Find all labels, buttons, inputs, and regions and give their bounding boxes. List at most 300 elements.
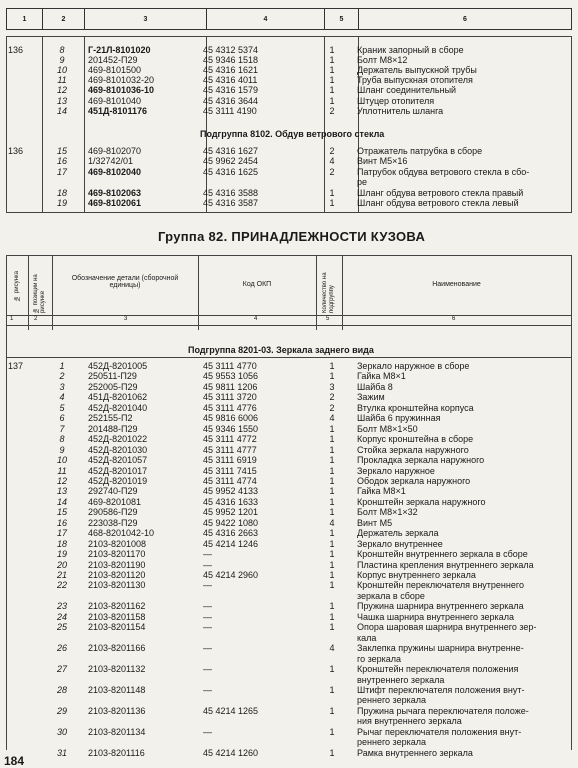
part-designation: 250511-П29 <box>88 371 137 382</box>
figure-number <box>8 539 42 549</box>
part-name: Винт М5 <box>357 517 393 528</box>
position-number: 19 <box>56 198 67 208</box>
header-num-1: 1 <box>10 316 14 322</box>
header-num-3: 3 <box>124 316 128 322</box>
part-designation: 451Д-8101176 <box>88 105 147 116</box>
position-number: 19 <box>56 549 67 560</box>
part-designation: 468-8201042-10 <box>88 528 155 539</box>
figure-number <box>8 434 42 444</box>
part-name: Зеркало наружное <box>357 465 435 476</box>
top-column-header <box>6 8 572 30</box>
figure-number <box>8 601 42 611</box>
okp-code: 45 4316 1633 <box>203 496 259 507</box>
figure-number <box>8 382 42 392</box>
figure-number: 136 <box>8 146 24 156</box>
quantity: 1 <box>329 75 335 86</box>
part-name: Опора шаровая шарнира внутреннего зер- <box>357 622 537 633</box>
figure-number <box>8 580 42 590</box>
figure-number <box>8 445 42 455</box>
okp-code <box>203 633 313 643</box>
part-name: Болт М8×1×32 <box>357 507 418 518</box>
quantity: 1 <box>329 95 335 106</box>
quantity <box>318 654 346 664</box>
part-designation: 452Д-8201005 <box>88 361 148 371</box>
okp-code: 45 4214 1260 <box>203 747 259 758</box>
position-number: 13 <box>56 95 67 106</box>
part-name: Пружина рычага переключателя положе- <box>357 705 529 716</box>
okp-code: — <box>203 664 212 675</box>
second-column-header <box>6 255 572 330</box>
part-designation: 2103-8201162 <box>88 601 146 612</box>
position-number: 26 <box>56 643 67 654</box>
okp-code: — <box>203 611 212 622</box>
okp-code: — <box>203 549 212 560</box>
part-designation: 452Д-8201030 <box>88 444 148 455</box>
part-name: Корпус кронштейна в сборе <box>357 434 474 445</box>
okp-code: 45 9952 4133 <box>203 486 259 497</box>
subgroup-heading-8201: Подгруппа 8201-03. Зеркала заднего вида <box>188 345 374 355</box>
header-num-2: 2 <box>34 316 38 322</box>
quantity: 1 <box>329 85 335 96</box>
quantity: 2 <box>329 166 335 177</box>
quantity: 1 <box>329 570 335 580</box>
position-number: 12 <box>56 475 67 486</box>
figure-number <box>8 612 42 622</box>
quantity <box>318 716 346 726</box>
position-number: 17 <box>56 528 67 539</box>
part-designation: 2103-8201132 <box>88 664 146 675</box>
okp-code: 45 4316 3587 <box>203 198 259 208</box>
okp-code: 45 3111 4772 <box>203 434 257 445</box>
part-name: Кронштейн переключателя внутреннего <box>357 580 524 591</box>
part-designation: 469-8101032-20 <box>88 75 155 86</box>
header-name: Наименование <box>432 281 481 288</box>
figure-number <box>8 591 42 601</box>
part-designation: 2103-8201120 <box>88 570 146 580</box>
part-name: Гайка М8×1 <box>357 486 406 497</box>
position-number <box>44 177 80 187</box>
quantity: 1 <box>329 549 335 560</box>
figure-number <box>8 716 42 726</box>
okp-code: 45 9553 1056 <box>203 371 259 382</box>
okp-code: 45 4214 1246 <box>203 538 259 549</box>
part-designation: 223038-П29 <box>88 517 138 528</box>
position-number: 9 <box>59 444 65 455</box>
quantity: 1 <box>329 507 335 518</box>
okp-code: 45 4312 5374 <box>203 45 259 55</box>
okp-code: 45 4316 3588 <box>203 187 259 198</box>
quantity: 1 <box>329 55 335 66</box>
quantity: 2 <box>329 392 335 403</box>
figure-number: 137 <box>8 361 24 371</box>
position-number: 7 <box>59 423 65 434</box>
quantity: 4 <box>329 413 335 424</box>
position-number: 25 <box>56 622 67 633</box>
position-number: 12 <box>56 85 67 96</box>
quantity: 1 <box>329 559 335 570</box>
part-name: реннего зеркала <box>357 695 426 706</box>
okp-code: 45 4316 3644 <box>203 95 259 106</box>
part-designation: 1/32742/01 <box>88 156 134 167</box>
part-designation: 2103-8201190 <box>88 559 146 570</box>
okp-code: 45 4316 4011 <box>203 75 258 86</box>
part-designation: 2103-8201148 <box>88 684 146 695</box>
quantity: 1 <box>329 705 335 716</box>
okp-code <box>203 695 313 705</box>
position-number: 3 <box>59 381 65 392</box>
quantity <box>318 695 346 705</box>
quantity: 1 <box>329 423 335 434</box>
part-name: Кронштейн переключателя положения <box>357 664 519 675</box>
figure-number <box>8 106 42 116</box>
part-designation: 452Д-8201017 <box>88 465 148 476</box>
figure-number <box>8 156 42 166</box>
part-name: Пружина шарнира внутреннего зеркала <box>357 601 524 612</box>
header-okp-code: Код ОКП <box>242 281 272 288</box>
quantity: 1 <box>329 601 335 612</box>
quantity <box>318 633 346 643</box>
position-number: 15 <box>56 146 67 156</box>
quantity: 1 <box>329 187 335 198</box>
quantity <box>318 177 346 187</box>
figure-number <box>8 664 42 674</box>
position-number: 10 <box>56 455 67 466</box>
col-header-1: 1 <box>7 9 43 30</box>
okp-code: — <box>203 559 212 570</box>
part-name: Втулка кронштейна корпуса <box>357 402 474 413</box>
figure-number <box>8 198 42 208</box>
quantity: 1 <box>329 465 335 476</box>
position-number: 2 <box>59 371 65 382</box>
figure-number <box>8 549 42 559</box>
okp-code: 45 4316 1625 <box>203 166 259 177</box>
quantity <box>318 675 346 685</box>
okp-code <box>203 716 313 726</box>
okp-code: 45 3111 4777 <box>203 444 257 455</box>
figure-number <box>8 392 42 402</box>
position-number: 5 <box>59 402 65 413</box>
part-designation: 469-8102063 <box>88 187 142 198</box>
part-designation: 469-8101040 <box>88 95 142 106</box>
okp-code: 45 4316 1579 <box>203 85 259 96</box>
part-designation: 2103-8201170 <box>88 549 146 560</box>
okp-code: — <box>203 580 212 591</box>
quantity: 2 <box>329 402 335 413</box>
part-name: Штифт переключателя положения внут- <box>357 684 525 695</box>
position-number: 14 <box>56 496 67 507</box>
figure-number <box>8 371 42 381</box>
position-number: 31 <box>56 747 67 758</box>
part-name: Шланг обдува ветрового стекла правый <box>357 187 524 198</box>
quantity: 1 <box>329 747 335 758</box>
group-title: Группа 82. ПРИНАДЛЕЖНОСТИ КУЗОВА <box>158 229 426 244</box>
part-name: го зеркала <box>357 653 402 664</box>
okp-code: 45 4316 2663 <box>203 528 259 539</box>
figure-number <box>8 528 42 538</box>
part-name: Заклепка пружины шарнира внутренне- <box>357 643 524 654</box>
okp-code <box>203 675 313 685</box>
part-name: Шайба 6 пружинная <box>357 413 441 424</box>
okp-code: — <box>203 622 212 633</box>
part-designation: 252005-П29 <box>88 381 138 392</box>
part-designation: 452Д-8201022 <box>88 434 148 445</box>
subgroup-heading-8102: Подгруппа 8102. Обдув ветрового стекла <box>200 129 385 139</box>
part-name: Ободок зеркала наружного <box>357 475 471 486</box>
quantity <box>318 591 346 601</box>
quantity: 1 <box>329 371 335 382</box>
part-name: Корпус внутреннего зеркала <box>357 570 476 580</box>
okp-code: 45 4316 1627 <box>203 146 259 156</box>
figure-number <box>8 486 42 496</box>
position-number: 24 <box>56 611 67 622</box>
col-header-5: 5 <box>325 9 359 30</box>
quantity: 1 <box>329 198 335 208</box>
part-name: Шланг обдува ветрового стекла левый <box>357 198 519 208</box>
header-num-5: 5 <box>326 316 330 322</box>
header-num-4: 4 <box>254 316 258 322</box>
part-name: ре <box>357 177 368 188</box>
quantity: 1 <box>329 726 335 737</box>
okp-code: 45 3111 3720 <box>203 392 257 403</box>
figure-number <box>8 695 42 705</box>
figure-number <box>8 570 42 580</box>
figure-number <box>8 518 42 528</box>
position-number: 9 <box>59 55 65 66</box>
part-designation <box>88 716 208 726</box>
position-number: 28 <box>56 684 67 695</box>
part-designation: 2103-8201154 <box>88 622 146 633</box>
figure-number <box>8 675 42 685</box>
figure-number: 136 <box>8 45 24 55</box>
position-number: 18 <box>56 538 67 549</box>
part-name: Патрубок обдува ветрового стекла в сбо- <box>357 166 530 177</box>
position-number: 21 <box>56 570 67 580</box>
part-name: кала <box>357 632 377 643</box>
position-number: 16 <box>56 517 67 528</box>
part-designation: 469-8101500 <box>88 65 142 76</box>
header-part-designation: Обозначение детали (сборочной единицы) <box>71 275 179 289</box>
position-number <box>44 675 80 685</box>
divider <box>6 357 572 358</box>
okp-code: 45 3111 4190 <box>203 105 257 116</box>
position-number <box>44 633 80 643</box>
part-name: Пластина крепления внутреннего зеркала <box>357 559 534 570</box>
quantity: 2 <box>329 146 335 156</box>
part-name: Шайба 8 <box>357 381 393 392</box>
okp-code <box>203 737 313 747</box>
header-figure-number: № рисунка <box>13 271 20 301</box>
position-number: 4 <box>59 392 65 403</box>
part-name: Кронштейн зеркала наружного <box>357 496 486 507</box>
quantity: 1 <box>329 611 335 622</box>
figure-number <box>8 167 42 177</box>
position-number: 11 <box>57 75 67 86</box>
figure-number <box>8 75 42 85</box>
figure-number <box>8 685 42 695</box>
part-name: Рамка внутреннего зеркала <box>357 747 473 758</box>
quantity: 1 <box>329 434 335 445</box>
quantity: 1 <box>329 528 335 539</box>
figure-number <box>8 654 42 664</box>
header-quantity: Количество на подгруппу <box>322 272 335 313</box>
figure-number <box>8 177 42 187</box>
okp-code: 45 9422 1080 <box>203 517 259 528</box>
quantity: 1 <box>329 486 335 497</box>
okp-code: 45 4214 2960 <box>203 570 259 580</box>
quantity: 1 <box>329 444 335 455</box>
part-name: Прокладка зеркала наружного <box>357 455 485 466</box>
part-name: Стойка зеркала наружного <box>357 444 469 455</box>
part-name: Штуцер отопителя <box>357 95 435 106</box>
position-number <box>44 716 80 726</box>
figure-number <box>8 55 42 65</box>
divider <box>6 36 572 37</box>
part-designation <box>88 654 208 664</box>
quantity: 1 <box>329 664 335 675</box>
figure-number <box>8 476 42 486</box>
okp-code: 45 4316 1621 <box>203 65 259 76</box>
part-designation: 2103-8201130 <box>88 580 146 591</box>
position-number: 14 <box>56 105 67 116</box>
position-number: 18 <box>56 187 67 198</box>
part-designation: 469-8102070 <box>88 146 142 156</box>
part-designation <box>88 737 208 747</box>
col-header-2: 2 <box>43 9 85 30</box>
position-number <box>44 737 80 747</box>
part-name: Кронштейн внутреннего зеркала в сборе <box>357 549 528 560</box>
part-name: Уплотнитель шланга <box>357 105 444 116</box>
figure-number <box>8 706 42 716</box>
part-designation: 452Д-8201040 <box>88 402 148 413</box>
part-name: Зеркало внутреннее <box>357 538 443 549</box>
okp-code: 45 9952 1201 <box>203 507 259 518</box>
part-designation: 469-8102061 <box>88 198 142 208</box>
part-name: Держатель зеркала <box>357 528 439 539</box>
part-designation: 451Д-8201062 <box>88 392 148 403</box>
position-number <box>44 654 80 664</box>
position-number: 16 <box>56 156 67 167</box>
part-name: Держатель выпускной трубы <box>357 65 477 76</box>
page-number: 184 <box>4 754 25 768</box>
part-name: Зажим <box>357 392 385 403</box>
part-designation: 2103-8201136 <box>88 705 146 716</box>
okp-code: — <box>203 601 212 612</box>
quantity: 1 <box>329 580 335 591</box>
quantity <box>318 737 346 747</box>
position-number: 1 <box>59 361 65 371</box>
quantity: 1 <box>329 475 335 486</box>
quantity: 1 <box>329 496 335 507</box>
part-name: Труба выпускная отопителя <box>357 75 473 86</box>
quantity: 1 <box>329 684 335 695</box>
part-name: реннего зеркала <box>357 737 426 748</box>
col-header-4: 4 <box>207 9 325 30</box>
quantity: 1 <box>329 538 335 549</box>
part-designation: 469-8102040 <box>88 166 142 177</box>
figure-number <box>8 497 42 507</box>
part-designation <box>88 177 208 187</box>
figure-number <box>8 633 42 643</box>
position-number: 22 <box>56 580 67 591</box>
okp-code: — <box>203 643 212 654</box>
quantity: 1 <box>329 622 335 633</box>
position-number: 8 <box>59 45 65 55</box>
okp-code <box>203 177 313 187</box>
quantity: 1 <box>329 65 335 76</box>
position-number: 27 <box>56 664 67 675</box>
okp-code: 45 9962 2454 <box>203 156 259 167</box>
part-name: Винт М5×16 <box>357 156 408 167</box>
quantity: 4 <box>329 156 335 167</box>
position-number: 11 <box>57 465 67 476</box>
position-number: 29 <box>56 705 67 716</box>
figure-number <box>8 65 42 75</box>
figure-number <box>8 85 42 95</box>
quantity: 3 <box>329 381 335 392</box>
part-designation: 292740-П29 <box>88 486 138 497</box>
part-designation: 2103-8201008 <box>88 538 147 549</box>
quantity: 1 <box>329 361 335 371</box>
okp-code: 45 3111 4770 <box>203 361 257 371</box>
position-number: 6 <box>59 413 65 424</box>
figure-number <box>8 643 42 653</box>
part-name: Болт М8×12 <box>357 55 408 66</box>
header-position-number: № позиции на рисунке <box>33 274 46 313</box>
position-number: 17 <box>56 166 67 177</box>
figure-number <box>8 96 42 106</box>
part-name: Шланг соединительный <box>357 85 457 96</box>
position-number: 13 <box>56 486 67 497</box>
part-designation: 452Д-8201057 <box>88 455 148 466</box>
part-name: внутреннего зеркала <box>357 674 445 685</box>
quantity: 1 <box>329 45 335 55</box>
part-name: Рычаг переключателя положения внут- <box>357 726 522 737</box>
col-header-6: 6 <box>359 9 572 30</box>
part-designation: 201488-П29 <box>88 423 138 434</box>
quantity: 4 <box>329 643 335 654</box>
figure-number <box>8 560 42 570</box>
part-designation: 252155-П2 <box>88 413 133 424</box>
part-name: Отражатель патрубка в сборе <box>357 146 483 156</box>
figure-number <box>8 188 42 198</box>
position-number <box>44 695 80 705</box>
okp-code <box>203 654 313 664</box>
part-designation: 2103-8201134 <box>88 726 146 737</box>
figure-number <box>8 403 42 413</box>
position-number: 15 <box>56 507 67 518</box>
part-designation: 452Д-8201019 <box>88 475 148 486</box>
position-number: 23 <box>56 601 67 612</box>
position-number: 30 <box>56 726 67 737</box>
part-name: ния внутреннего зеркала <box>357 716 462 727</box>
part-designation: 469-8101036-10 <box>88 85 155 96</box>
okp-code: 45 4214 1265 <box>203 705 259 716</box>
col-header-3: 3 <box>85 9 207 30</box>
okp-code: 45 9346 1550 <box>203 423 259 434</box>
header-num-6: 6 <box>452 316 456 322</box>
quantity: 2 <box>329 105 335 116</box>
part-designation: 2103-8201116 <box>88 747 145 758</box>
position-number: 8 <box>59 434 65 445</box>
part-designation: 469-8201081 <box>88 496 142 507</box>
okp-code: 45 3111 4774 <box>203 475 257 486</box>
part-name: Зеркало наружное в сборе <box>357 361 470 371</box>
okp-code: 45 9811 1206 <box>203 381 258 392</box>
divider <box>6 212 572 213</box>
figure-number <box>8 737 42 747</box>
okp-code: 45 9816 6006 <box>203 413 259 424</box>
okp-code: 45 3111 6919 <box>203 455 257 466</box>
